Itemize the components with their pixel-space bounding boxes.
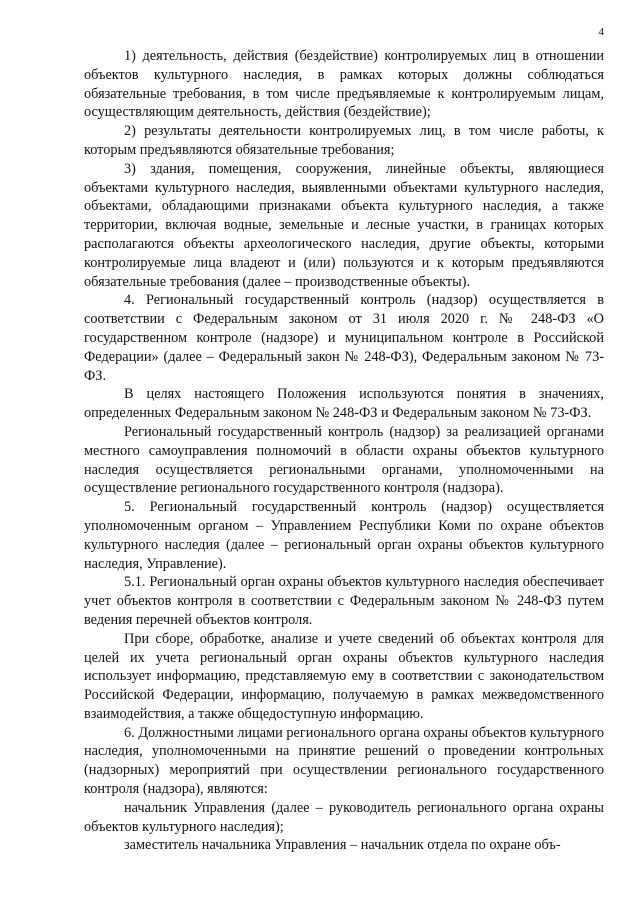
page-number: 4 (598, 26, 604, 38)
document-body (84, 47, 604, 855)
paragraph-5: В целях настоящего Положения используются понятия в значениях, определенных Федеральным законом № 248-ФЗ и Федеральным законом № 73-ФЗ. (84, 386, 604, 422)
paragraph-3: 3) здания, помещения, сооружения, линейные объекты, являющиеся объектами культурного наследия, выявленными объектами культурного наследия, объектами, обладающими признаками объекта культурного наследия, а также территории, включая водные, земельные и лесные участки, в границах которых располагаются объекты археологического наследия, другие объекты, которыми контролируемые лица владеют и (или) пользуются и к которым предъявляются обязательные требования (далее – производственные объекты). (84, 160, 604, 290)
paragraph-6: Региональный государственный контроль (надзор) за реализацией органами местного самоуправления полномочий в области охраны объектов культурного наследия осуществляется региональными органами, уполномоченными на осуществление регионального государственного контроля (надзора). (84, 423, 604, 497)
paragraph-4: 4. Региональный государственный контроль (надзор) осуществляется в соответствии с Федеральным законом от 31 июля 2020 г. № 248-ФЗ «О государственном контроле (надзоре) и муниципальном контроле в Российской Федерации» (далее – Федеральный закон № 248-ФЗ), Федеральным законом № 73-ФЗ. (84, 292, 604, 384)
paragraph-1: 1) деятельность, действия (бездействие) контролируемых лиц в отношении объектов культурного наследия, в рамках которых должны соблюдаться обязательные требования, в том числе предъявляемые к контролируемым лицам, осуществляющим деятельность, действия (бездействие); (84, 48, 604, 121)
paragraph-11: начальник Управления (далее – руководитель регионального органа охраны объектов культурного наследия); (84, 799, 604, 835)
paragraph-9: При сборе, обработке, анализе и учете сведений об объектах контроля для целей их учета региональный орган охраны объектов культурного наследия использует информацию, представляемую ему в соответствии с законодательством Российской Федерации, информацию, получаемую в рамках межведомственного взаимодействия, а также общедоступную информацию. (84, 630, 604, 722)
paragraph-10: 6. Должностными лицами регионального органа охраны объектов культурного наследия, уполномоченными на принятие решений о проведении контрольных (надзорных) мероприятий при осуществлении регионального государственного контроля (надзора), являются: (84, 724, 604, 798)
paragraph-2: 2) результаты деятельности контролируемых лиц, в том числе работы, к которым предъявляются обязательные требования; (84, 123, 604, 158)
paragraph-8: 5.1. Региональный орган охраны объектов культурного наследия обеспечивает учет объектов контроля в соответствии с Федеральным законом № 248-ФЗ путем ведения перечней объектов контроля. (84, 574, 604, 628)
paragraph-12: заместитель начальника Управления – начальник отдела по охране объ- (124, 837, 561, 854)
paragraph-7: 5. Региональный государственный контроль (надзор) осуществляется уполномоченным органом – Управлением Республики Коми по охране объектов культурного наследия (далее – региональный орган охраны объектов культурного наследия, Управление). (84, 499, 604, 572)
